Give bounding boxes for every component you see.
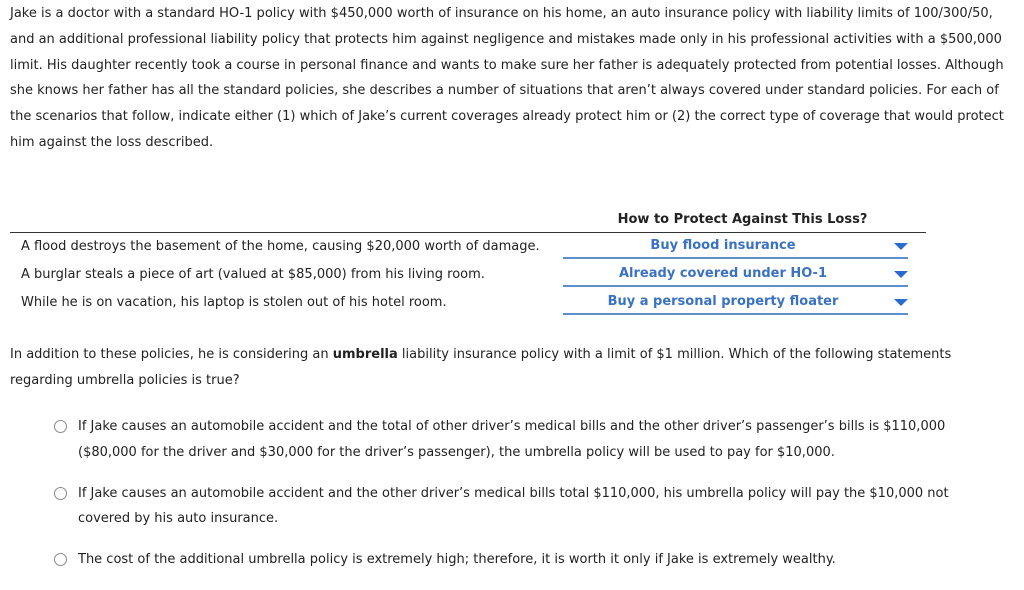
intro-paragraph: Jake is a doctor with a standard HO-1 policy with $450,000 worth of insurance on his home, an auto insurance policy with liability limits of 100/300/50, and an additional professional liability policy that protects him against negligence and mistakes made only in his professional activities with a $500,000 limit. His daughter recently took a course in personal finance and wants to make sure her father is adequately protected from potential losses. Although she knows her father has all the standard policies, she describes a number of situations that aren’t always covered under standard policies. For each of the scenarios that follow, indicate either (1) which of Jake’s current coverages already protect him or (2) the correct type of coverage that would protect him against the loss described. (10, 6, 1004, 150)
coverage-dropdown-burglar[interactable] (563, 263, 908, 287)
question-text-after: liability insurance policy with a limit of $1 million. Which of the following statements regarding umbrella policies is true? (10, 347, 952, 388)
dropdown-selected-value: Already covered under HO-1 (619, 266, 827, 281)
caret-down-icon (894, 271, 908, 278)
answer-option (54, 481, 984, 533)
caret-down-icon (894, 299, 908, 306)
scenario-row-flood (10, 233, 926, 261)
question-text-before: In addition to these policies, he is considering an (10, 347, 333, 362)
answer-option (54, 547, 984, 573)
radio-button-option-1[interactable] (54, 420, 67, 433)
coverage-dropdown-laptop[interactable] (563, 291, 908, 315)
answer-option (54, 414, 984, 466)
radio-button-option-2[interactable] (54, 487, 67, 500)
dropdown-selected-value: Buy flood insurance (650, 238, 796, 253)
scenario-table (10, 210, 926, 317)
caret-down-icon (894, 243, 908, 250)
dropdown-selected-value: Buy a personal property floater (607, 294, 839, 309)
option-text: If Jake causes an automobile accident and the total of other driver’s medical bills and the other driver’s passenger’s bills is $110,000 ($80,000 for the driver and $30,000 for the driver’s passenger), the umbrella policy will be used to pay for $10,000. (78, 419, 946, 460)
table-header-row (10, 210, 926, 233)
scenario-row-laptop (10, 289, 926, 317)
scenario-text: A burglar steals a piece of art (valued at $85,000) from his living room. (21, 267, 485, 282)
option-text: The cost of the additional umbrella policy is extremely high; therefore, it is worth it only if Jake is extremely wealthy. (78, 552, 836, 568)
scenario-text: A flood destroys the basement of the home, causing $20,000 worth of damage. (21, 239, 540, 254)
radio-button-option-3[interactable] (54, 553, 67, 566)
answer-options (54, 414, 984, 573)
umbrella-question (10, 342, 1010, 394)
column-header-protection: How to Protect Against This Loss? (617, 212, 868, 227)
scenario-row-burglar (10, 261, 926, 289)
coverage-dropdown-flood[interactable] (563, 235, 908, 259)
question-bold-term: umbrella (332, 347, 398, 362)
option-text: If Jake causes an automobile accident and the other driver’s medical bills total $110,000, his umbrella policy will pay the $10,000 not covered by his auto insurance. (78, 485, 949, 527)
scenario-text: While he is on vacation, his laptop is stolen out of his hotel room. (21, 295, 447, 310)
